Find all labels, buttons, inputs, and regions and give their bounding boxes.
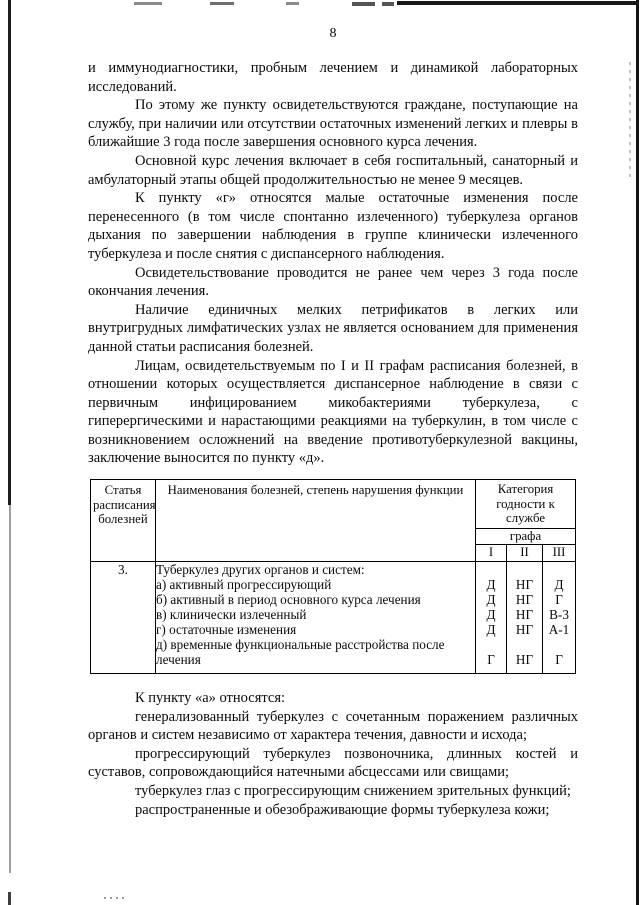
category-value: НГ bbox=[507, 577, 543, 592]
category-value: В-3 bbox=[543, 607, 576, 622]
table-row bbox=[91, 622, 576, 637]
scan-bottom-mark bbox=[8, 892, 11, 905]
paragraph: и иммунодиагностики, пробным лечением и динамикой лабораторных исследований. bbox=[88, 60, 578, 95]
table-row bbox=[91, 577, 576, 592]
header-grafa-2: II bbox=[507, 545, 543, 562]
header-category-column: Категория годности к службе bbox=[476, 480, 576, 529]
header-grafa: графа bbox=[476, 528, 576, 545]
category-value: А-1 bbox=[543, 622, 576, 637]
scan-border-top-dash bbox=[210, 2, 234, 5]
paragraph: По этому же пункту освидетельствуются граждане, поступающие на службу, при наличии или отсутствии остаточных изменений легких и плевры в ближайшие 3 года после завершения основного курса лечения. bbox=[88, 97, 578, 151]
scan-border-right bbox=[636, 0, 639, 905]
scan-border-top-dash bbox=[382, 2, 394, 6]
table-row bbox=[91, 637, 576, 674]
category-value: Д bbox=[476, 592, 507, 607]
paragraph: Основной курс лечения включает в себя госпитальный, санаторный и амбулаторный этапы общей продолжительностью не менее 9 месяцев. bbox=[88, 152, 578, 188]
category-value: Д bbox=[476, 577, 507, 592]
category-value: Д bbox=[476, 607, 507, 622]
paragraph: генерализованный туберкулез с сочетанным поражением различных органов и систем независимо от характера течения, давности и исхода; bbox=[88, 708, 578, 744]
page-content bbox=[88, 26, 578, 819]
table-row bbox=[91, 592, 576, 607]
paragraph: Лицам, освидетельствуемым по I и II графам расписания болезней, в отношении которых осуществляется диспансерное наблюдение в связи с первичным инфицированием микобактериями туберкулеза, с гиперергическими и нарастающими реакциями на туберкулин, в том числе с возникновением осложнений на введение противотуберкулезной вакцины, заключение выносится по пункту «д». bbox=[88, 357, 578, 467]
scan-border-top-dash bbox=[134, 2, 162, 5]
item-label: д) временные функциональные расстройства после лечения bbox=[156, 637, 476, 674]
paragraph: К пункту «г» относятся малые остаточные изменения после перенесенного (в том числе спонтанно излеченного) туберкулеза органов дыхания по завершении наблюдения в группе клинически излеченного туберкулеза и после снятия с диспансерного наблюдения. bbox=[88, 190, 578, 262]
page-number: 8 bbox=[329, 26, 337, 41]
category-value: НГ bbox=[507, 607, 543, 622]
category-value: НГ bbox=[507, 637, 543, 674]
disease-title: Туберкулез других органов и систем: bbox=[156, 562, 476, 578]
paragraph: прогрессирующий туберкулез позвоночника, длинных костей и суставов, сопровождающийся натечными абсцессами или свищами; bbox=[88, 745, 578, 781]
scan-border-top-dash bbox=[352, 2, 375, 6]
diseases-schedule-table bbox=[90, 479, 576, 674]
header-disease-column: Наименования болезней, степень нарушения функции bbox=[156, 480, 476, 562]
category-value: Г bbox=[476, 637, 507, 674]
category-value: Г bbox=[543, 637, 576, 674]
table-row bbox=[91, 562, 576, 578]
item-label: б) активный в период основного курса лечения bbox=[156, 592, 476, 607]
paragraph: Освидетельствование проводится не ранее чем через 3 года после окончания лечения. bbox=[88, 264, 578, 300]
scan-border-top-dash bbox=[286, 2, 299, 5]
paragraph: Наличие единичных мелких петрификатов в легких или внутригрудных лимфатических узлах не является основанием для применения данной статьи расписания болезней. bbox=[88, 301, 578, 355]
category-value: Д bbox=[476, 622, 507, 637]
header-grafa-1: I bbox=[476, 545, 507, 562]
paragraph: К пункту «а» относятся: bbox=[135, 690, 286, 707]
category-value: НГ bbox=[507, 622, 543, 637]
item-label: а) активный прогрессирующий bbox=[156, 577, 476, 592]
table-row bbox=[91, 607, 576, 622]
article-number: 3. bbox=[91, 562, 156, 578]
category-value: Г bbox=[543, 592, 576, 607]
scan-dotted-mark bbox=[629, 62, 631, 182]
item-label: г) остаточные изменения bbox=[156, 622, 476, 637]
paragraph: распространенные и обезображивающие формы туберкулеза кожи; bbox=[135, 801, 550, 818]
scan-border-top bbox=[397, 1, 639, 5]
scan-border-left-bottom bbox=[9, 505, 11, 873]
category-value: Д bbox=[543, 577, 576, 592]
scan-border-left-top bbox=[8, 0, 11, 505]
header-grafa-3: III bbox=[543, 545, 576, 562]
category-value: НГ bbox=[507, 592, 543, 607]
item-label: в) клинически излеченный bbox=[156, 607, 476, 622]
scan-bottom-dots bbox=[104, 897, 124, 899]
paragraph: туберкулез глаз с прогрессирующим снижением зрительных функций; bbox=[135, 783, 571, 799]
header-article-column: Статья расписания болезней bbox=[91, 480, 156, 562]
